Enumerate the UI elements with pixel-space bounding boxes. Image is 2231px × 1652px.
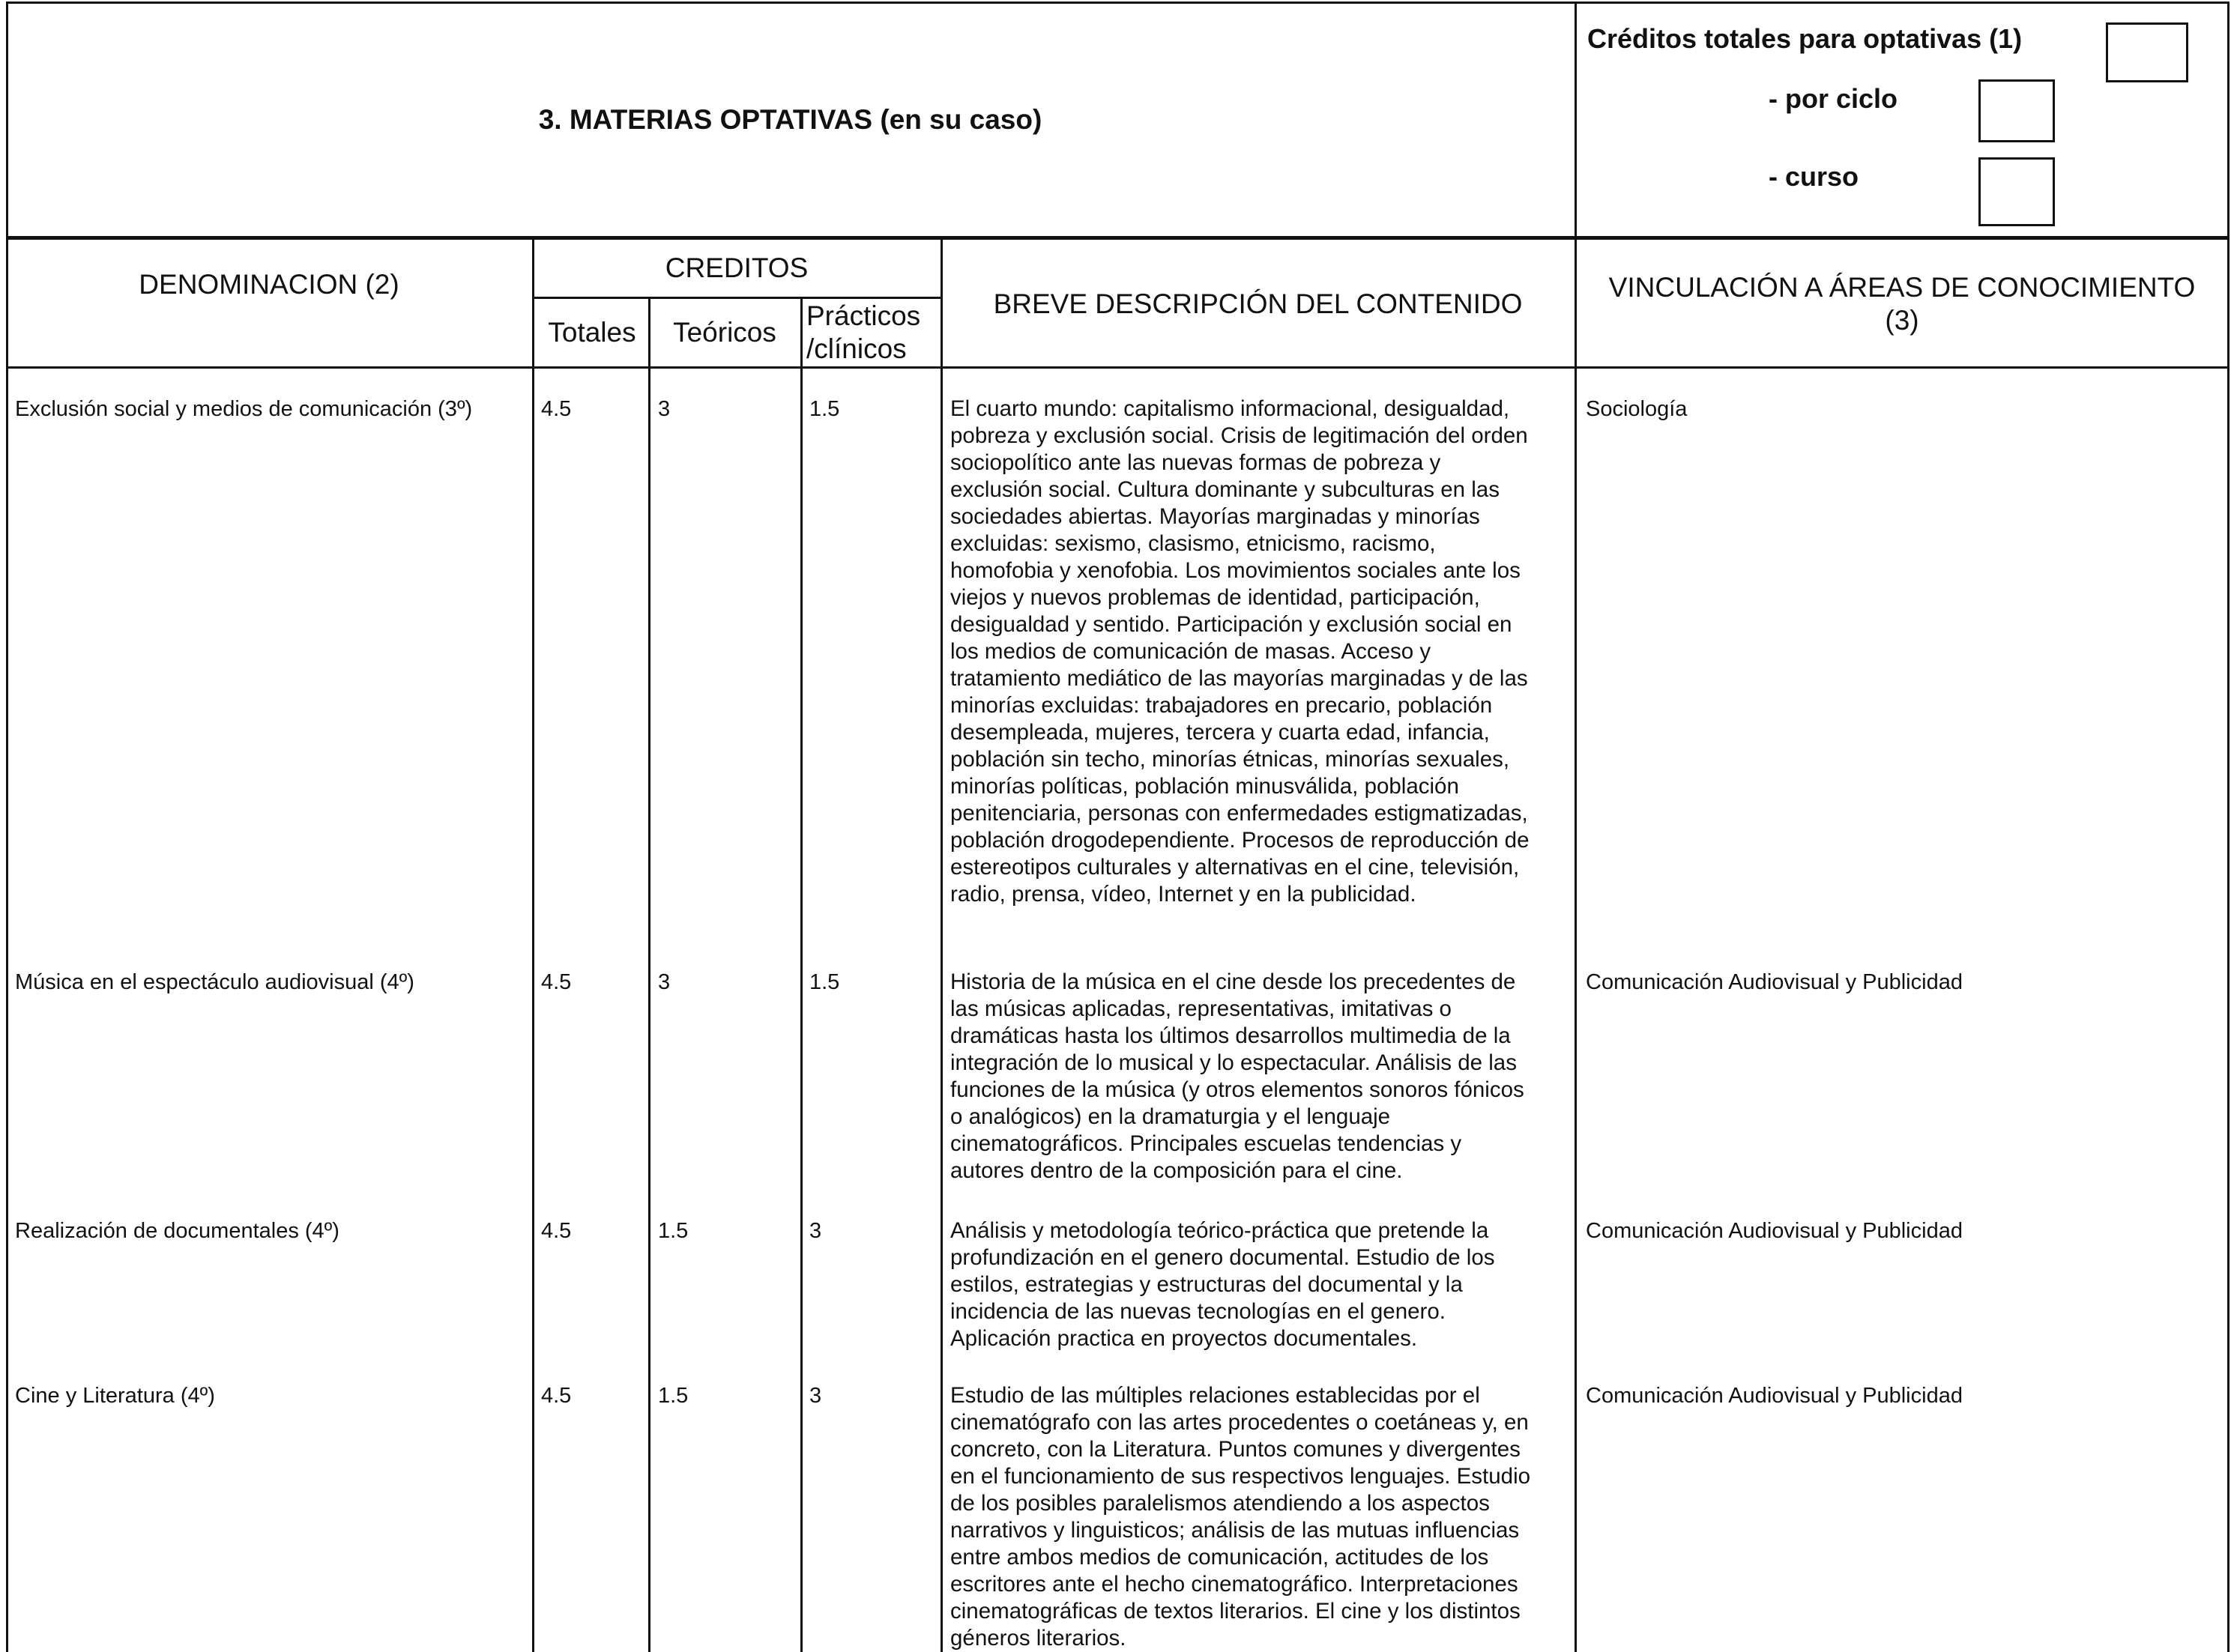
desc-line: homofobia y xenofobia. Los movimientos sociales ante los [950,558,1521,583]
curso-label: - curso [1769,161,1859,192]
row-2-totales: 4.5 [541,970,572,994]
row-1-practicos: 1.5 [809,397,840,421]
desc-line: desigualdad y sentido. Participación y exclusión social en [950,612,1512,637]
row-4-area: Comunicación Audiovisual y Publicidad [1586,1384,1963,1408]
row-1-teoricos: 3 [658,397,671,421]
desc-line: de los posibles paralelismos atendiendo a los aspectos [950,1491,1490,1516]
desc-line: incidencia de las nuevas tecnologías en el genero. [950,1299,1446,1324]
row-4-practicos: 3 [809,1384,822,1408]
desc-line: concreto, con la Literatura. Puntos comunes y divergentes [950,1437,1521,1462]
header-vinculacion-line1: VINCULACIÓN A ÁREAS DE CONOCIMIENTO [1608,272,2196,303]
header-practicos-line2: /clínicos [806,333,907,364]
desc-line: radio, prensa, vídeo, Internet y en la publicidad. [950,882,1416,907]
col-line-1 [532,237,534,1652]
desc-line: población drogodependiente. Procesos de reproducción de [950,828,1530,853]
header-vinculacion [1576,271,2228,337]
desc-line: pobreza y exclusión social. Crisis de legitimación del orden [950,423,1528,448]
row-3-practicos: 3 [809,1219,822,1243]
row-3-totales: 4.5 [541,1219,572,1243]
header-practicos [802,300,941,366]
desc-line: cinematográficas de textos literarios. El cine y los distintos [950,1599,1521,1624]
desc-line: desempleada, mujeres, tercera y cuarta edad, infancia, [950,720,1490,745]
desc-line: sociedades abiertas. Mayorías marginadas y minorías [950,504,1480,529]
credits-total-label: Créditos totales para optativas (1) [1587,23,2023,54]
row-2-area: Comunicación Audiovisual y Publicidad [1586,970,1963,994]
desc-line: géneros literarios. [950,1626,1126,1651]
credits-total-input[interactable] [2106,22,2188,82]
col-line-4 [941,237,943,1652]
desc-line: o analógicos) en la dramaturgia y el lenguaje [950,1104,1391,1129]
por-ciclo-input[interactable] [1978,79,2055,142]
left-border [6,1,8,1652]
row-2-name: Música en el espectáculo audiovisual (4º) [15,970,414,994]
desc-line: excluidas: sexismo, clasismo, etnicismo, racismo, [950,531,1436,556]
desc-line: minorías políticas, población minusválida, población [950,774,1459,799]
row-2-description [950,969,1565,1184]
section-title: 3. MATERIAS OPTATIVAS (en su caso) [538,104,1042,135]
header-denominacion: DENOMINACION (2) [139,269,399,300]
top-border [6,1,2230,4]
row-1-name: Exclusión social y medios de comunicación (3º) [15,397,473,421]
creditos-subheader-line [532,297,942,299]
row-1-area: Sociología [1586,397,1688,421]
desc-line: cinematógrafo con las artes procedentes o coetáneas y, en [950,1410,1529,1435]
desc-line: las músicas aplicadas, representativas, imitativas o [950,996,1452,1021]
desc-line: integración de lo musical y lo espectacular. Análisis de las [950,1050,1517,1075]
desc-line: exclusión social. Cultura dominante y subculturas en las [950,477,1500,502]
row-3-teoricos: 1.5 [658,1219,689,1243]
desc-line: Historia de la música en el cine desde los precedentes de [950,969,1516,994]
desc-line: escritores ante el hecho cinematográfico. Interpretaciones [950,1572,1518,1597]
desc-line: estereotipos culturales y alternativas en el cine, televisión, [950,855,1520,880]
row-4-teoricos: 1.5 [658,1384,689,1408]
desc-line: profundización en el genero documental. Estudio de los [950,1245,1495,1270]
desc-line: Estudio de las múltiples relaciones establecidas por el [950,1383,1480,1408]
header-descripcion: BREVE DESCRIPCIÓN DEL CONTENIDO [993,288,1523,319]
desc-line: población sin techo, minorías étnicas, minorías sexuales, [950,747,1510,772]
desc-line: los medios de comunicación de masas. Acceso y [950,639,1431,664]
desc-line: cinematográficos. Principales escuelas tendencias y [950,1131,1462,1156]
header-vinculacion-line2: (3) [1885,305,1919,336]
desc-line: funciones de la música (y otros elementos sonoros fónicos [950,1077,1524,1102]
desc-line: tratamiento mediático de las mayorías marginadas y de las [950,666,1528,691]
col-line-3 [800,297,803,1652]
row-3-description [950,1217,1565,1352]
desc-line: autores dentro de la composición para el cine. [950,1158,1403,1183]
desc-line: narrativos y linguisticos; análisis de las mutuas influencias [950,1518,1520,1543]
desc-line: El cuarto mundo: capitalismo informacional, desigualdad, [950,396,1510,421]
row-4-totales: 4.5 [541,1384,572,1408]
header-divider-v [1575,1,1577,237]
table-header-top [6,237,2230,240]
row-3-area: Comunicación Audiovisual y Publicidad [1586,1219,1963,1243]
row-1-description [950,396,1565,908]
curso-input[interactable] [1978,157,2055,226]
row-2-practicos: 1.5 [809,970,840,994]
col-line-2 [648,297,650,1652]
desc-line: minorías excluidas: trabajadores en precario, población [950,693,1493,718]
header-practicos-line1: Prácticos [806,300,921,331]
desc-line: dramáticas hasta los últimos desarrollos multimedia de la [950,1023,1511,1048]
desc-line: Análisis y metodología teórico-práctica que pretende la [950,1218,1489,1243]
header-teoricos: Teóricos [673,317,776,348]
desc-line: penitenciaria, personas con enfermedades estigmatizadas, [950,801,1528,826]
desc-line: en el funcionamiento de sus respectivos lenguajes. Estudio [950,1464,1531,1489]
desc-line: Aplicación practica en proyectos documentales. [950,1326,1418,1351]
header-creditos: CREDITOS [665,252,809,283]
row-4-name: Cine y Literatura (4º) [15,1384,215,1408]
desc-line: estilos, estrategias y estructuras del documental y la [950,1272,1463,1297]
row-2-teoricos: 3 [658,970,671,994]
header-totales: Totales [548,317,636,348]
row-1-totales: 4.5 [541,397,572,421]
right-border [2227,1,2230,1652]
row-3-name: Realización de documentales (4º) [15,1219,339,1243]
table-header-bottom [6,366,2230,369]
row-4-description [950,1382,1565,1652]
desc-line: sociopolítico ante las nuevas formas de pobreza y [950,450,1441,475]
col-line-5 [1575,237,1577,1652]
desc-line: viejos y nuevos problemas de identidad, participación, [950,585,1480,610]
por-ciclo-label: - por ciclo [1769,83,1898,114]
desc-line: entre ambos medios de comunicación, actitudes de los [950,1545,1489,1570]
